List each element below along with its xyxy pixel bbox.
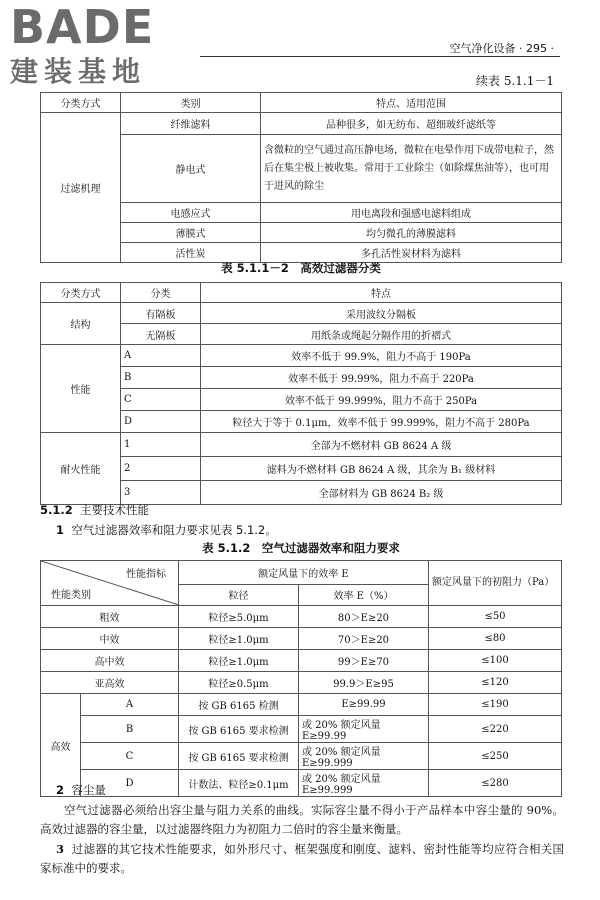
table-cell: ≤120: [429, 672, 562, 694]
diag-bottom-label: 性能类别: [51, 590, 91, 601]
table-cell: D: [121, 411, 201, 433]
table-cell: C: [81, 743, 179, 770]
table-cell: 纤维滤料: [121, 113, 261, 135]
table-filter-mechanism: [40, 92, 562, 263]
table-header: 类别: [121, 93, 261, 113]
table-cell: 活性炭: [121, 243, 261, 263]
group-cell: 耐火性能: [41, 433, 121, 505]
item-1: [56, 522, 277, 538]
table-cell: 用电离段和强感电滤料组成: [261, 203, 562, 223]
section-number: 5.1.2: [40, 503, 73, 517]
table-cell: 或 20% 额定风量 E≥99.999: [299, 770, 429, 797]
table-cell: 用纸条或绳起分隔作用的折褶式: [201, 324, 562, 345]
table-cell: ≤280: [429, 770, 562, 797]
table-cell: 中效: [41, 628, 179, 650]
table-cell: 计数法、粒径≥0.1μm: [179, 770, 299, 797]
table-cell: B: [121, 367, 201, 389]
item-text: 过滤器的其它技术性能要求，如外形尺寸、框架强度和刚度、滤料、密封性能等均应符合相关国家标准中的要求。: [40, 842, 564, 875]
table-cell: 80＞E≥20: [299, 606, 429, 628]
table-cell: 有隔板: [121, 303, 201, 324]
table-cell: 无隔板: [121, 324, 201, 345]
logo-text: BADE: [10, 0, 155, 54]
table-cell: 电感应式: [121, 203, 261, 223]
table-cell: 2: [121, 457, 201, 481]
table-cell: 全部材料为 GB 8624 B₂ 级: [201, 481, 562, 505]
item-2-paragraph: 空气过滤器必须给出容尘量与阻力关系的曲线。实际容尘量不得小于产品样本中容尘量的 90%。高效过滤器的容尘量，以过滤器终阻力为初阻力二倍时的容尘量来衡量。: [40, 803, 564, 836]
header-rule: [200, 56, 560, 57]
table-cell: ≤100: [429, 650, 562, 672]
running-header: [450, 40, 554, 56]
table-cell: 薄膜式: [121, 223, 261, 243]
table-header: 分类方式: [41, 283, 121, 303]
table-cell: ≤220: [429, 716, 562, 743]
table-cell: 99.9＞E≥95: [299, 672, 429, 694]
table-cell: 粒径大于等于 0.1μm，效率不低于 99.999%，阻力不高于 280Pa: [201, 411, 562, 433]
item-number: 2: [56, 783, 65, 797]
item-2-heading: [56, 782, 106, 798]
table-cell: E≥99.99: [299, 694, 429, 716]
diagonal-header-cell: [41, 561, 179, 606]
table-efficiency-resistance: [40, 560, 562, 797]
table-cell: 70＞E≥20: [299, 628, 429, 650]
table-cell: 粗效: [41, 606, 179, 628]
table-cell: ≤50: [429, 606, 562, 628]
table-cell: 效率不低于 99.99%，阻力不高于 220Pa: [201, 367, 562, 389]
table-cell: 品种很多，如无纺布、超细玻纤滤纸等: [261, 113, 562, 135]
table-cell: A: [81, 694, 179, 716]
table-caption: 表 5.1.1－2 高效过滤器分类: [221, 261, 381, 275]
table-cell: 含微粒的空气通过高压静电场，微粒在电晕作用下成带电粒子，然后在集尘极上被收集。常用于工业除尘（如除煤焦油等），也可用于进风的除尘: [261, 135, 562, 203]
table-cell: 粒径≥0.5μm: [179, 672, 299, 694]
table-cell: 按 GB 6165 要求检测: [179, 716, 299, 743]
table-cell: 静电式: [121, 135, 261, 203]
diag-top-label: 性能指标: [126, 569, 166, 580]
table-cell: 1: [121, 433, 201, 457]
table-cell: ≤190: [429, 694, 562, 716]
section-title: 主要技术性能: [80, 503, 150, 517]
table-header: 分类方式: [41, 93, 121, 113]
table-cell: 全部为不燃材料 GB 8624 A 级: [201, 433, 562, 457]
table-cell: 效率不低于 99.999%，阻力不高于 250Pa: [201, 389, 562, 411]
table-hepa-classification: [40, 282, 562, 505]
item-number: 1: [56, 523, 65, 537]
group-cell: 性能: [41, 345, 121, 433]
table-cell: ≤250: [429, 743, 562, 770]
table-cell: 效率不低于 99.9%，阻力不高于 190Pa: [201, 345, 562, 367]
table-header: 分类: [121, 283, 201, 303]
table-header: 效率 E（%）: [299, 584, 429, 605]
table-cell: 均匀微孔的薄膜滤料: [261, 223, 562, 243]
header-section: 空气净化设备: [449, 42, 516, 55]
item-title: 容尘量: [71, 783, 106, 797]
table-cell: 粒径≥5.0μm: [179, 606, 299, 628]
table-cell: 粒径≥1.0μm: [179, 650, 299, 672]
table-header: 粒径: [179, 584, 299, 605]
group-cell: 结构: [41, 303, 121, 345]
table-cell: 按 GB 6165 检测: [179, 694, 299, 716]
table-cell: 按 GB 6165 要求检测: [179, 743, 299, 770]
table-cell: 采用波纹分隔板: [201, 303, 562, 324]
table-cell: ≤80: [429, 628, 562, 650]
page-number: · 295 ·: [519, 42, 554, 55]
group-cell: 过滤机理: [41, 113, 121, 263]
table-cell: C: [121, 389, 201, 411]
table-header: 额定风量下的初阻力（Pa）: [429, 561, 562, 606]
table-header: 特点、适用范围: [261, 93, 562, 113]
table-cell: 多孔活性炭材料为滤料: [261, 243, 562, 263]
logo-chinese: 建装基地: [10, 55, 147, 88]
table-cell: 亚高效: [41, 672, 179, 694]
table-cell: 粒径≥1.0μm: [179, 628, 299, 650]
item-3-paragraph: [40, 840, 564, 878]
item-number: 3: [56, 842, 65, 856]
item-text: 空气过滤器效率和阻力要求见表 5.1.2。: [71, 523, 277, 537]
table-cell: 或 20% 额定风量 E≥99.99: [299, 716, 429, 743]
table-cell: 滤料为不燃材料 GB 8624 A 级，其余为 B₁ 级材料: [201, 457, 562, 481]
table-header: 额定风量下的效率 E: [179, 561, 429, 585]
table-cell: 高中效: [41, 650, 179, 672]
table-cell: 或 20% 额定风量 E≥99.999: [299, 743, 429, 770]
continued-label: 续表 5.1.1－1: [476, 74, 554, 88]
table-cell: B: [81, 716, 179, 743]
table-header: 特点: [201, 283, 562, 303]
section-heading: [40, 502, 149, 518]
group-cell: 高效: [41, 694, 81, 797]
table-cell: A: [121, 345, 201, 367]
table-cell: 99＞E≥70: [299, 650, 429, 672]
table-caption: 表 5.1.2 空气过滤器效率和阻力要求: [202, 541, 400, 555]
table-cell: 3: [121, 481, 201, 505]
table-cell: D: [81, 770, 179, 797]
